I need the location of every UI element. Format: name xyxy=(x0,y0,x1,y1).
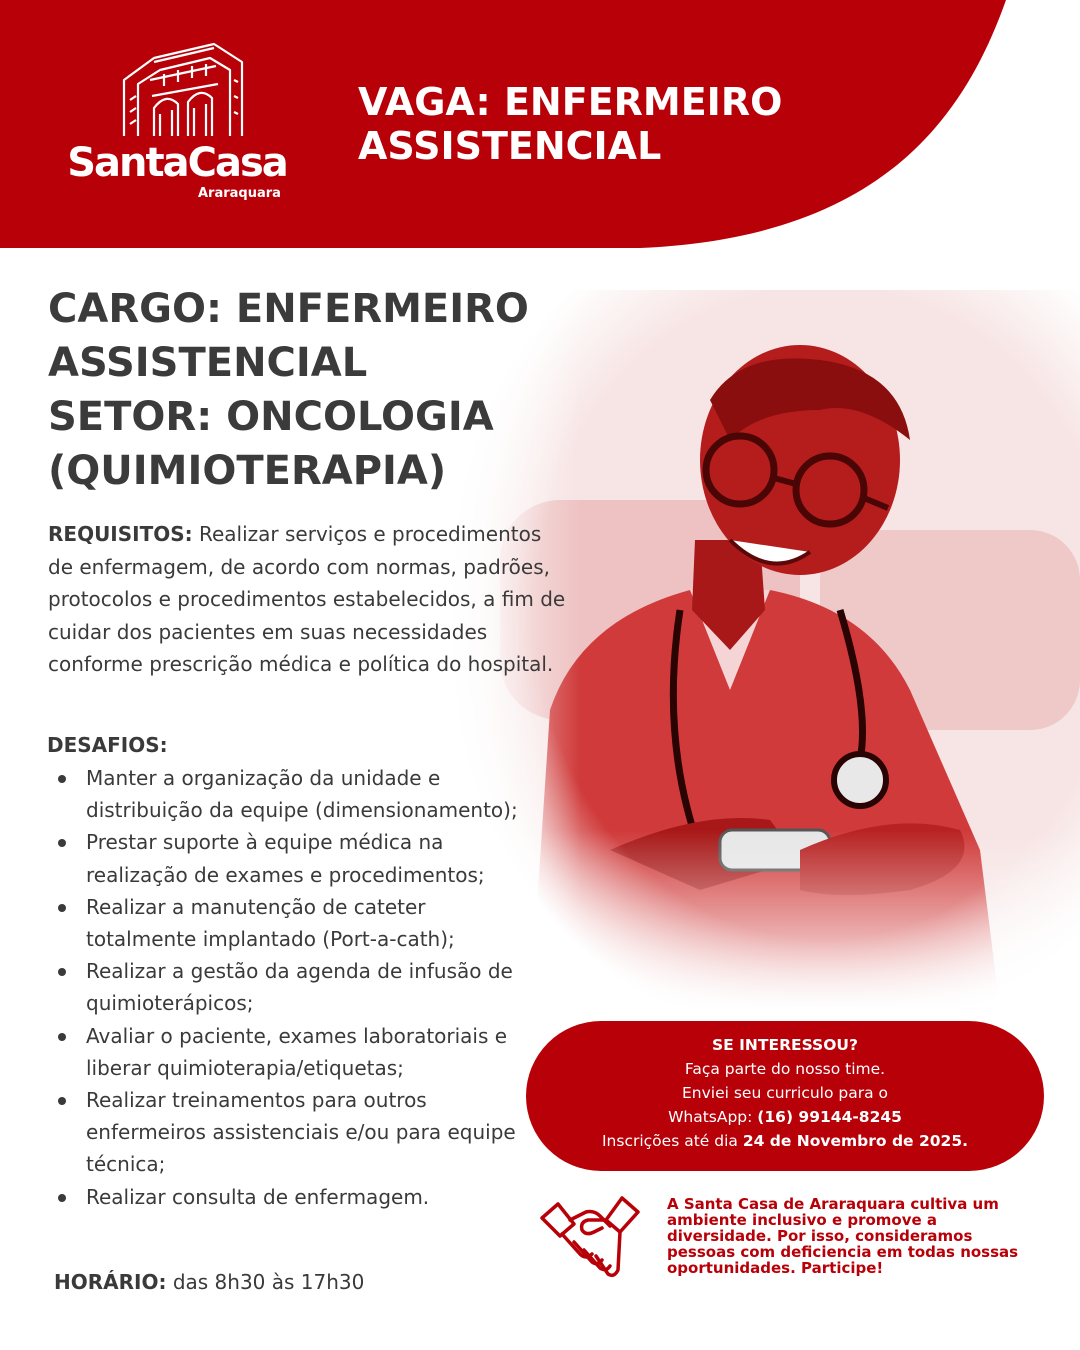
logo-city: Araraquara xyxy=(198,186,281,201)
cta-whatsapp[interactable]: WhatsApp: (16) 99144-8245 xyxy=(668,1108,902,1126)
requisitos-paragraph xyxy=(48,518,568,681)
requisitos-text: Realizar serviços e procedimentos de enfermagem, de acordo com normas, padrões, protocolos e procedimentos estabelecidos, a fim de cuidar dos pacientes em suas necessidades conforme prescrição médica e política do hospital. xyxy=(48,522,566,676)
cargo-line1: CARGO: ENFERMEIRO xyxy=(48,286,529,332)
cargo-line2: ASSISTENCIAL xyxy=(48,340,368,386)
cta-line1: Faça parte do nosso time. xyxy=(684,1060,886,1078)
list-item: Realizar a gestão da agenda de infusão de quimioterápicos; xyxy=(56,955,526,1019)
vaga-title-line2: ASSISTENCIAL xyxy=(358,124,662,168)
list-item: Manter a organização da unidade e distribuição da equipe (dimensionamento); xyxy=(56,762,526,826)
cargo-line3: SETOR: ONCOLOGIA xyxy=(48,394,494,440)
vaga-title xyxy=(358,80,878,168)
building-facade-icon xyxy=(114,40,254,140)
logo-name: SantaCasa xyxy=(67,140,287,186)
vaga-title-line1: VAGA: ENFERMEIRO xyxy=(358,80,783,124)
inclusive-statement: A Santa Casa de Araraquara cultiva um ambiente inclusivo e promove a diversidade. Por isso, consideramos pessoas com deficiencia em todas nossas oportunidades. Participe! xyxy=(667,1195,1019,1277)
horario-label: HORÁRIO: xyxy=(54,1270,167,1294)
desafios-label: DESAFIOS: xyxy=(47,733,168,757)
list-item: Realizar a manutenção de cateter totalmente implantado (Port-a-cath); xyxy=(56,891,526,955)
santa-casa-logo xyxy=(62,40,302,210)
cta-box xyxy=(526,1021,1044,1171)
cargo-heading xyxy=(48,282,608,498)
horario xyxy=(54,1270,364,1294)
cargo-line4: (QUIMIOTERAPIA) xyxy=(48,448,447,494)
desafios-list xyxy=(56,762,526,1213)
cta-title: SE INTERESSOU? xyxy=(712,1036,858,1054)
list-item: Avaliar o paciente, exames laboratoriais e liberar quimioterapia/etiquetas; xyxy=(56,1020,526,1084)
whatsapp-number: (16) 99144-8245 xyxy=(757,1108,902,1126)
list-item: Prestar suporte à equipe médica na realização de exames e procedimentos; xyxy=(56,826,526,890)
list-item: Realizar treinamentos para outros enfermeiros assistenciais e/ou para equipe técnica; xyxy=(56,1084,526,1181)
cta-deadline: Inscrições até dia 24 de Novembro de 2025. xyxy=(601,1132,968,1150)
cta-line2: Enviei seu curriculo para o xyxy=(681,1084,889,1102)
deadline-date: 24 de Novembro de 2025. xyxy=(742,1132,968,1150)
horario-value: das 8h30 às 17h30 xyxy=(166,1270,365,1294)
requisitos-label: REQUISITOS: xyxy=(48,522,193,546)
list-item: Realizar consulta de enfermagem. xyxy=(56,1181,526,1213)
handshake-icon xyxy=(540,1190,640,1286)
